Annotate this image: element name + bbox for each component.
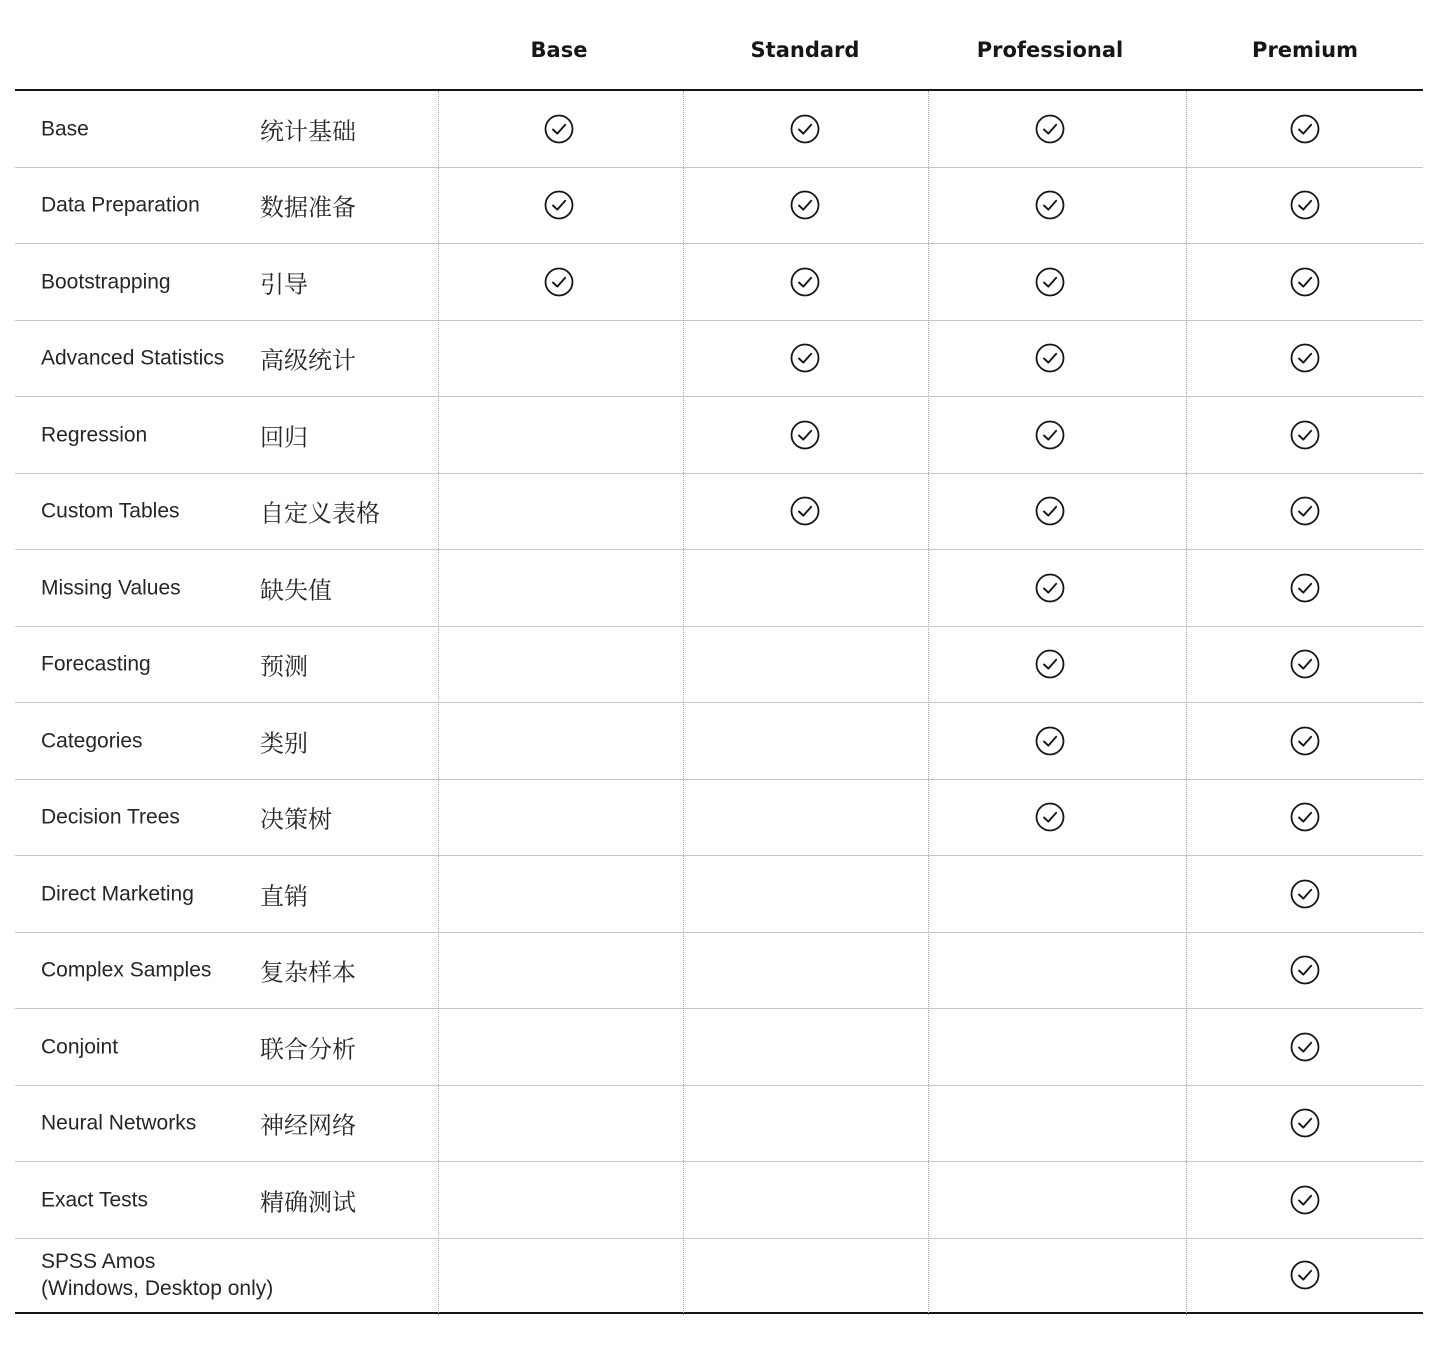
- table-row: [15, 474, 1423, 551]
- table-row: [15, 933, 1423, 1010]
- check-circle-icon: [1290, 726, 1320, 756]
- check-circle-icon: [1290, 1185, 1320, 1215]
- table-row: [15, 1162, 1423, 1239]
- feature-name: Exact Tests: [41, 1188, 148, 1212]
- check-circle-icon: [1290, 1260, 1320, 1290]
- feature-name-chinese: 预测: [260, 652, 308, 681]
- feature-name-chinese: 神经网络: [260, 1111, 356, 1140]
- feature-name: Bootstrapping: [41, 270, 171, 294]
- feature-name: Categories: [41, 729, 143, 753]
- table-row: [15, 1239, 1423, 1314]
- table-row: [15, 856, 1423, 933]
- feature-name-chinese: 精确测试: [260, 1188, 356, 1217]
- table-row: [15, 168, 1423, 245]
- check-circle-icon: [1290, 496, 1320, 526]
- table-header: [15, 0, 1423, 91]
- check-circle-icon: [1035, 420, 1065, 450]
- check-circle-icon: [790, 114, 820, 144]
- feature-name-chinese: 引导: [260, 270, 308, 299]
- feature-name-chinese: 高级统计: [260, 346, 356, 375]
- feature-name-chinese: 缺失值: [260, 576, 332, 605]
- feature-name: Base: [41, 117, 89, 141]
- check-circle-icon: [1035, 496, 1065, 526]
- table-row: [15, 321, 1423, 398]
- feature-name: SPSS Amos (Windows, Desktop only): [41, 1250, 274, 1300]
- feature-name-chinese: 自定义表格: [260, 499, 380, 528]
- column-divider: [928, 91, 929, 1315]
- check-circle-icon: [790, 343, 820, 373]
- column-header-professional: Professional: [976, 38, 1124, 62]
- table-row: [15, 550, 1423, 627]
- table-row: [15, 244, 1423, 321]
- check-circle-icon: [1290, 955, 1320, 985]
- feature-name-chinese: 决策树: [260, 805, 332, 834]
- feature-name: Complex Samples: [41, 958, 212, 982]
- check-circle-icon: [1290, 190, 1320, 220]
- check-circle-icon: [544, 114, 574, 144]
- feature-name: Direct Marketing: [41, 882, 194, 906]
- check-circle-icon: [790, 190, 820, 220]
- check-circle-icon: [1035, 802, 1065, 832]
- feature-name: Data Preparation: [41, 193, 200, 217]
- feature-name: Custom Tables: [41, 499, 180, 523]
- feature-name: Decision Trees: [41, 805, 180, 829]
- column-header-premium: Premium: [1252, 38, 1358, 62]
- check-circle-icon: [1290, 649, 1320, 679]
- feature-name-chinese: 类别: [260, 729, 308, 758]
- column-divider: [1186, 91, 1187, 1315]
- feature-name: Forecasting: [41, 652, 151, 676]
- check-circle-icon: [1035, 343, 1065, 373]
- feature-name-chinese: 联合分析: [260, 1035, 356, 1064]
- check-circle-icon: [544, 267, 574, 297]
- table-row: [15, 1086, 1423, 1163]
- table-row: [15, 703, 1423, 780]
- check-circle-icon: [1290, 879, 1320, 909]
- check-circle-icon: [1035, 649, 1065, 679]
- feature-name-chinese: 直销: [260, 882, 308, 911]
- check-circle-icon: [1035, 573, 1065, 603]
- check-circle-icon: [1290, 1032, 1320, 1062]
- check-circle-icon: [1035, 114, 1065, 144]
- column-divider: [683, 91, 684, 1315]
- table-row: [15, 91, 1423, 168]
- feature-name: Conjoint: [41, 1035, 119, 1059]
- table-row: [15, 1009, 1423, 1086]
- feature-name-chinese: 数据准备: [260, 193, 356, 222]
- feature-name-chinese: 统计基础: [260, 117, 356, 146]
- table-body: [15, 91, 1423, 1314]
- check-circle-icon: [1035, 267, 1065, 297]
- check-circle-icon: [1290, 573, 1320, 603]
- table-row: [15, 397, 1423, 474]
- check-circle-icon: [1290, 420, 1320, 450]
- check-circle-icon: [544, 190, 574, 220]
- column-divider: [438, 91, 439, 1315]
- feature-name: Missing Values: [41, 576, 181, 600]
- check-circle-icon: [1035, 190, 1065, 220]
- feature-name-chinese: 复杂样本: [260, 958, 356, 987]
- table-row: [15, 780, 1423, 857]
- column-header-standard: Standard: [750, 38, 860, 62]
- comparison-table: [15, 0, 1423, 1314]
- check-circle-icon: [1290, 1108, 1320, 1138]
- feature-name: Neural Networks: [41, 1111, 197, 1135]
- table-row: [15, 627, 1423, 704]
- column-header-base: Base: [530, 38, 588, 62]
- feature-name-chinese: 回归: [260, 423, 308, 452]
- check-circle-icon: [790, 267, 820, 297]
- feature-name: Advanced Statistics: [41, 346, 225, 370]
- check-circle-icon: [1290, 267, 1320, 297]
- check-circle-icon: [1290, 343, 1320, 373]
- check-circle-icon: [1290, 802, 1320, 832]
- check-circle-icon: [790, 420, 820, 450]
- check-circle-icon: [1290, 114, 1320, 144]
- feature-name: Regression: [41, 423, 148, 447]
- check-circle-icon: [790, 496, 820, 526]
- check-circle-icon: [1035, 726, 1065, 756]
